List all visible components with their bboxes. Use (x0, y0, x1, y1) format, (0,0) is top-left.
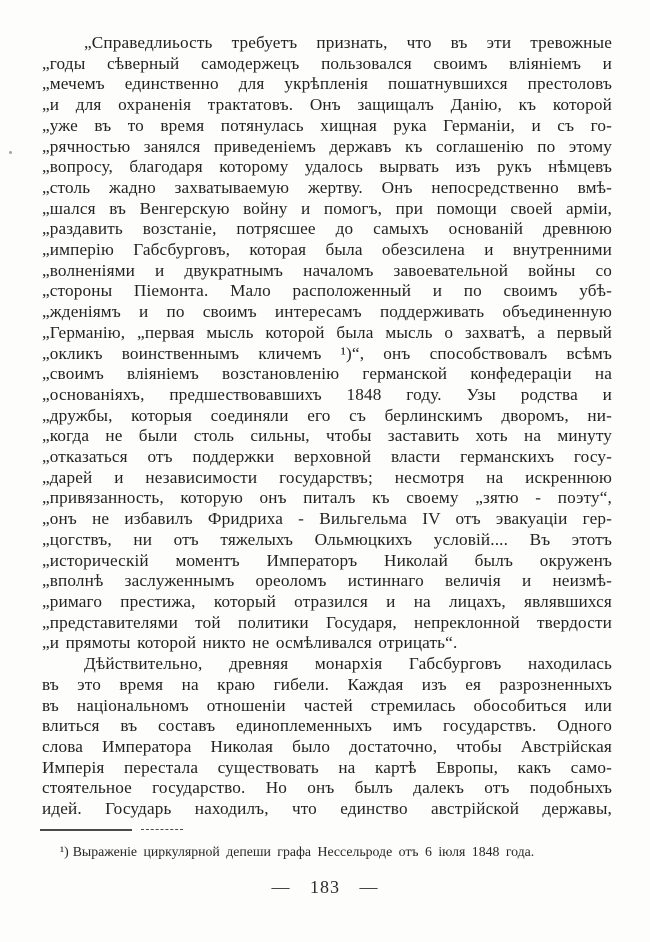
body-text (42, 33, 612, 820)
text-line: Дѣйствительно, древняя монархія Габсбурговъ находилась (84, 654, 612, 674)
text-line: „привязанность, которую онъ питалъ къ своему „зятю - поэту“, (42, 488, 612, 508)
text-line: „рячностью занялся приведеніемъ державъ къ соглашенію по этому (42, 136, 612, 156)
text-line: „шался въ Венгерскую войну и помогъ, при помощи своей арміи, (42, 198, 612, 218)
text-line: „имперію Габсбурговъ, которая была обезсилена и внутренними (42, 240, 612, 260)
text-line: „дарей и независимости государствъ; несмотря на искреннюю (42, 467, 612, 487)
text-line: „мечемъ единственно для укрѣпленія пошатнувшихся престоловъ (42, 74, 612, 94)
separator-segment (40, 829, 132, 831)
text-line: „основаніяхъ, предшествовавшихъ 1848 году. Узы родства и (42, 384, 612, 404)
text-line: „дружбы, которыя соединяли его съ берлинскимъ дворомъ, ни- (42, 405, 612, 425)
text-line: „римаго престижа, который отразился и на лицахъ, являвшихся (42, 591, 612, 611)
text-line: „жденіямъ и по своимъ интересамъ поддерживать объединенную (42, 302, 612, 322)
footnote-marker: ¹) (60, 844, 69, 859)
text-line: „раздавить возстаніе, потрясшее до самыхъ основаній древнюю (42, 219, 612, 239)
text-line: „стороны Піемонта. Мало расположенный и по своимъ убѣ- (42, 281, 612, 301)
text-line: „вполнѣ заслуженнымъ ореоломъ истиннаго величія и неизмѣ- (42, 571, 612, 591)
text-line: „цогствъ, ни отъ тяжелыхъ Ольмюцкихъ условій.... Въ этотъ (42, 529, 612, 549)
text-line: въ національномъ отношеніи частей стремилась обособиться или (42, 695, 612, 715)
text-line: „и прямоты которой никто не осмѣливался отрицать“. (42, 633, 458, 653)
separator-segment (141, 829, 183, 830)
footnote-separator (40, 829, 183, 831)
page-number: — 183 — (271, 877, 379, 897)
text-line: „вопросу, благодаря которому удалось вырвать изъ рукъ нѣмцевъ (42, 157, 612, 177)
footnote-text: Выраженіе циркулярной депеши графа Нессельроде отъ 6 іюля 1848 года. (72, 844, 535, 859)
text-line: „уже въ то время потянулась хищная рука Германіи, и съ го- (42, 115, 612, 135)
text-line: Имперія перестала существовать на картѣ Европы, какъ само- (42, 757, 612, 777)
text-line: „окликъ воинственнымъ кличемъ ¹)“, онъ способствовалъ всѣмъ (42, 343, 612, 363)
text-line: „историческій моментъ Императоръ Николай былъ окруженъ (42, 550, 612, 570)
text-line: „столь жадно захватываемую жертву. Онъ непосредственно вмѣ- (42, 177, 612, 197)
text-line: „онъ не избавилъ Фридриха - Вильгельма IV отъ эвакуаціи гер- (42, 509, 612, 529)
text-line: „когда не были столь сильны, чтобы заставить хоть на минуту (42, 426, 612, 446)
text-line: „Германію, „первая мысль которой была мысль о захватѣ, а первый (42, 322, 612, 342)
text-line: слова Императора Николая было достаточно, чтобы Австрійская (42, 736, 612, 756)
text-line: „своимъ вліяніемъ возстановленію германской конфедераціи на (42, 364, 612, 384)
text-line: „представителями той политики Государя, непреклонной твердости (42, 612, 612, 632)
text-line: „и для охраненія трактатовъ. Онъ защищалъ Данію, къ которой (42, 95, 612, 115)
text-line: „волненіями и двукратнымъ началомъ завоевательной войны со (42, 260, 612, 280)
text-line: влиться въ составъ единоплеменныхъ имъ государствъ. Одного (42, 716, 612, 736)
text-line: идей. Государь находилъ, что единство австрійской державы, (42, 799, 612, 819)
text-line: „отказаться отъ поддержки верховной власти германскихъ госу- (42, 447, 612, 467)
text-line: „Справедлиьость требуетъ признать, что въ эти тревожные (84, 33, 612, 52)
scan-artifact-dot (9, 151, 12, 154)
text-line: въ это время на краю гибели. Каждая изъ ея разрозненныхъ (42, 674, 612, 694)
text-line: „годы сѣверный самодержецъ пользовался своимъ вліяніемъ и (42, 53, 612, 73)
footnote (60, 843, 612, 860)
text-line: стоятельное государство. Но онъ былъ далекъ отъ подобныхъ (42, 778, 612, 798)
